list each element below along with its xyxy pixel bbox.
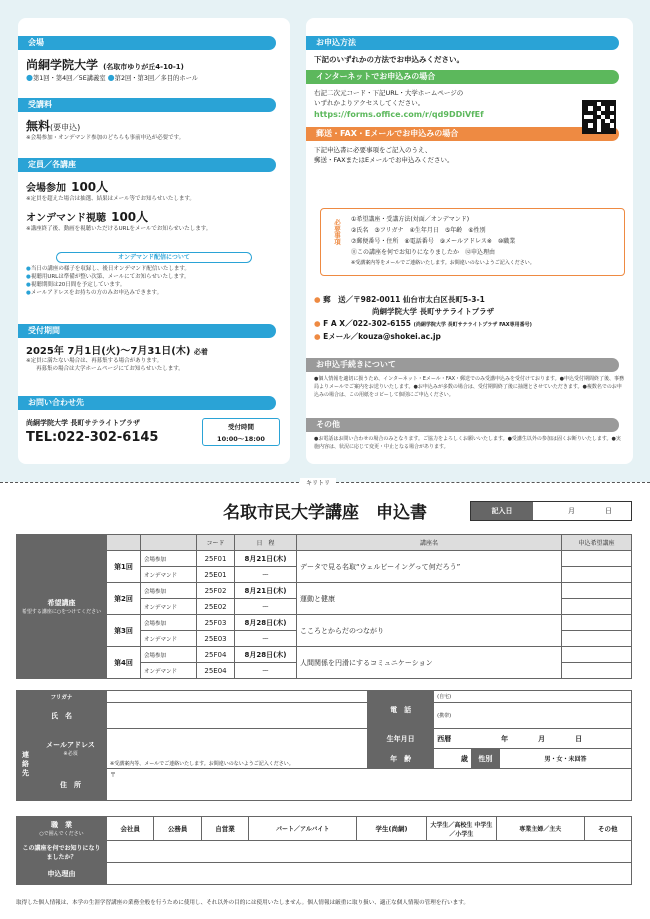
venue-address: (名取市ゆりが丘4-10-1)	[103, 63, 184, 71]
period-note-1: ※定員に満たない場合は、再募集する場合があります。	[26, 358, 163, 364]
job-option[interactable]: 学生(尚絅)	[357, 817, 427, 841]
course-title: こころとからだのつながり	[297, 615, 562, 647]
ondemand-item: 視聴用URLは準備が整い次第、メールにてお知らせいたします。	[30, 274, 190, 280]
how-input[interactable]	[107, 841, 632, 863]
check-ondemand-cell[interactable]	[562, 567, 632, 583]
right-info-card	[306, 18, 633, 464]
code-ondemand: 25E04	[197, 663, 235, 679]
check-venue-cell[interactable]	[562, 615, 632, 631]
req-note: ※受講案内等をメールでご連絡いたします。お間違いのないようご記入ください。	[351, 260, 535, 266]
date-dash: ー	[235, 631, 297, 647]
tel-mobile[interactable]: (携帯)	[434, 703, 632, 729]
fee-note: (要申込)	[50, 123, 81, 132]
date-dash: ー	[235, 599, 297, 615]
email-input[interactable]: ※受講案内等、メールでご連絡いたします。お間違いのないようご記入ください。	[107, 729, 368, 769]
post-address: 郵 送／〒982-0011 仙台市太白区長町5-3-1	[323, 295, 485, 304]
dob-input[interactable]	[434, 729, 632, 749]
reason-input[interactable]	[107, 863, 632, 885]
wish-label: 希望講座	[47, 599, 76, 607]
contact-label: 連絡先	[17, 729, 35, 801]
wish-note: 希望する講座に○をつけてください	[21, 609, 102, 615]
course-no: 第2回	[107, 583, 141, 615]
mail-header: 郵送・FAX・Eメールでお申込みの場合	[306, 127, 619, 141]
tel-label: 電 話	[368, 691, 434, 729]
job-option[interactable]: その他	[584, 817, 631, 841]
header-code: コード	[197, 535, 235, 551]
left-info-card: 会場 尚絅学院大学 (名取市ゆりが丘4-10-1) ●第1回・第4回／5E講義室 ●第2回・第3回／多目的ホール 受講料 無料(要申込) ※会場参加・オンデマンド参加のどちらも事前申込が必要です。 定員／各講座 会場参加 100人 ※定員を超えた場合は抽選、結果はメール等でお知らせいたします。 オンデマンド視聴 100人 ※講座終了後、動画を視聴いただけるURLをメールでお知らせいたします。 オンデマンド配信について ●当日の講座の様子を収録し、後日オンデマンド配信いたします。 ●視聴用URLは準備が整い次第、メールにてお知らせいたします。 ●視聴期間は20日間を予定しています。 ●メールアドレスをお持ちの方のみお申込みできます。 受付期間 2025年 7月1日(火)～7月31日(木) 必着 ※定員に満たない場合は、再募集する場合があります。 再募集の場合は大学ホームページにてお知らせいたします。 お問い合わせ先 尚絅学院大学 長町サテライトプラザ TEL:022-302-6145 受付時間 10:00～18:00	[18, 18, 290, 464]
course-title: 運動と健康	[297, 583, 562, 615]
code-ondemand: 25E02	[197, 599, 235, 615]
cap-od-num: 100人	[111, 210, 149, 224]
personal-table	[16, 690, 632, 801]
req-item: ①希望講座・受講方法(対面／オンデマンド)	[351, 216, 470, 223]
course-no: 第4回	[107, 647, 141, 679]
ondemand-list: ●当日の講座の様子を収録し、後日オンデマンド配信いたします。 ●視聴用URLは準備が整い次第、メールにてお知らせいたします。 ●視聴期間は20日間を予定しています。 ●メールアドレスをお持ちの方のみお申込みできます。	[26, 266, 190, 296]
check-venue-cell[interactable]	[562, 551, 632, 567]
check-ondemand-cell[interactable]	[562, 599, 632, 615]
tel-home[interactable]: (自宅)	[434, 691, 632, 703]
dob-label: 生年月日	[368, 729, 434, 749]
job-table	[16, 816, 632, 885]
period-must: 必着	[193, 348, 208, 356]
venue-rooms-1: 第1回・第4回／5E講義室	[32, 75, 106, 82]
date-day: 日	[605, 507, 612, 515]
footer-privacy: 取得した個人情報は、本学の生涯学習講座の業務全般を行うために使用し、それ以外の目的には使用いたしません。個人情報は厳重に取り扱い、適正な個人情報の管理を行います。	[16, 900, 469, 906]
how-label: この講座を何でお知りになりましたか？	[17, 841, 107, 863]
hours-box	[202, 418, 280, 446]
code-ondemand: 25E03	[197, 631, 235, 647]
course-row	[17, 647, 632, 663]
header-date: 日 程	[235, 535, 297, 551]
mode-ondemand: オンデマンド	[141, 599, 197, 615]
period-note-2: 再募集の場合は大学ホームページにてお知らせいたします。	[36, 366, 184, 372]
course-date: 8月21日(木)	[235, 583, 297, 599]
hours-label: 受付時間	[228, 423, 254, 431]
mode-venue: 会場参加	[141, 583, 197, 599]
job-label: 職 業	[51, 821, 72, 829]
mode-ondemand: オンデマンド	[141, 631, 197, 647]
mode-ondemand: オンデマンド	[141, 663, 197, 679]
fee-sub: ※会場参加・オンデマンド参加のどちらも事前申込が必要です。	[26, 135, 185, 141]
check-ondemand-cell[interactable]	[562, 663, 632, 679]
req-item: ②氏名 ③フリガナ ④生年月日 ⑤年齢 ⑥性別	[351, 227, 486, 234]
course-date: 8月28日(木)	[235, 615, 297, 631]
age-label: 年 齢	[368, 749, 434, 769]
ondemand-item: メールアドレスをお持ちの方のみお申込みできます。	[30, 290, 163, 296]
req-list	[351, 214, 535, 269]
sex-options[interactable]: 男・女・未回答	[499, 749, 631, 769]
course-title: データで見る名取“ウェルビーイングって何だろう”	[297, 551, 562, 583]
check-ondemand-cell[interactable]	[562, 631, 632, 647]
date-dash: ー	[235, 663, 297, 679]
furigana-input[interactable]	[107, 691, 368, 703]
capacity-header: 定員／各講座	[18, 158, 276, 172]
ondemand-header: オンデマンド配信について	[56, 252, 252, 263]
contact-header: お問い合わせ先	[18, 396, 276, 410]
mail-text-2: 郵送・FAXまたはEメールでお申込みください。	[314, 156, 454, 164]
name-label: 氏 名	[17, 703, 107, 729]
post-address-2: 尚絅学院大学 長町サテライトプラザ	[372, 307, 495, 316]
cap-od-note: ※講座終了後、動画を視聴いただけるURLをメールでお知らせいたします。	[26, 226, 212, 232]
venue-name: 尚絅学院大学	[26, 58, 99, 72]
fax-note: (尚絅学院大学 長町サテライトプラザ FAX専用番号)	[413, 322, 532, 328]
apply-header: お申込方法	[306, 36, 619, 50]
mode-ondemand: オンデマンド	[141, 567, 197, 583]
qr-code-icon[interactable]	[582, 100, 616, 134]
sex-label: 性別	[471, 749, 499, 769]
fee-header: 受講料	[18, 98, 276, 112]
code-ondemand: 25E01	[197, 567, 235, 583]
mode-venue: 会場参加	[141, 551, 197, 567]
dob-day: 日	[575, 734, 583, 743]
mode-venue: 会場参加	[141, 647, 197, 663]
course-date: 8月28日(木)	[235, 647, 297, 663]
course-row	[17, 615, 632, 631]
ondemand-item: 当日の講座の様子を収録し、後日オンデマンド配信いたします。	[30, 266, 190, 272]
header-check: 申込希望講座	[562, 535, 632, 551]
address-label: 住 所	[35, 769, 107, 801]
wish-label-cell	[17, 535, 107, 679]
email-required: ※必須	[63, 751, 78, 757]
hours-value: 10:00～18:00	[217, 435, 265, 443]
course-date: 8月21日(木)	[235, 551, 297, 567]
course-row	[17, 583, 632, 599]
procedure-header: お申込手続きについて	[306, 358, 619, 372]
date-label: 記入日	[471, 502, 533, 520]
cap-venue-label: 会場参加	[26, 183, 66, 194]
procedure-text: ●個人情報を適切に扱うため、インターネット・Eメール・FAX・郵送でのみ受講申込みを受付けております。●申込受付期間終了後、事務局よりメールでご案内をお送りいたします。●お申込みが多数の場合は、受付期間終了後に抽選とさせていただきます。●複数名でのお申込みの場合は、この用紙をコピーして個別にご申込ください。	[314, 376, 625, 398]
dob-year: 年	[501, 734, 509, 743]
dob-era: 西暦	[437, 734, 452, 743]
job-option[interactable]: パート／アルバイト	[249, 817, 357, 841]
check-venue-cell[interactable]	[562, 647, 632, 663]
fax-number: F A X／022-302-6155	[323, 319, 411, 328]
code-venue: 25F03	[197, 615, 235, 631]
cut-label: キリトリ	[300, 478, 336, 487]
dob-month: 月	[538, 734, 546, 743]
ondemand-item: 視聴期間は20日間を予定しています。	[30, 282, 126, 288]
job-option[interactable]: 公務員	[154, 817, 201, 841]
date-dash: ー	[235, 567, 297, 583]
address-input[interactable]: 〒	[107, 769, 632, 801]
check-venue-cell[interactable]	[562, 583, 632, 599]
furigana-label: フリガナ	[17, 691, 107, 703]
period-text: 2025年 7月1日(火)～7月31日(木)	[26, 346, 191, 357]
date-field[interactable]	[470, 501, 632, 521]
req-item: ⑦郵便番号・住所 ⑧電話番号 ⑨メールアドレス※ ⑩職業	[351, 238, 516, 245]
course-table	[16, 534, 632, 679]
job-option[interactable]: 大学生／高校生 中学生／小学生	[426, 817, 496, 841]
reason-label: 申込理由	[17, 863, 107, 885]
req-item: ⑪この講座を何でお知りになりましたか ⑫申込理由	[351, 249, 496, 256]
mail-text-1: 下記申込書に必要事項をご記入のうえ、	[314, 146, 432, 154]
name-input[interactable]	[107, 703, 368, 729]
other-text: ●お電話はお問い合わせの場合のみとなります。ご協力をよろしくお願いいたします。●受講生以外の参加は固くお断りいたします。●実施内容は、状況に応じて変更・中止となる場合があります。	[314, 436, 621, 450]
mode-venue: 会場参加	[141, 615, 197, 631]
venue-rooms-2: 第2回・第3回／多目的ホール	[114, 75, 199, 82]
header-course: 講座名	[297, 535, 562, 551]
fee-value: 無料	[26, 119, 51, 133]
course-title: 人間関係を円滑にするコミュニケーション	[297, 647, 562, 679]
period-header: 受付期間	[18, 324, 276, 338]
code-venue: 25F01	[197, 551, 235, 567]
venue-header: 会場	[18, 36, 276, 50]
mail-addresses: ● 郵 送／〒982-0011 仙台市太白区長町5-3-1 尚絅学院大学 長町サテライトプラザ ● F A X／022-302-6155 (尚絅学院大学 長町サテライトプラザ FAX専用番号) ● Eメール／kouza@shokei.ac.jp	[314, 294, 625, 343]
code-venue: 25F04	[197, 647, 235, 663]
date-month: 月	[568, 507, 575, 515]
course-no: 第1回	[107, 551, 141, 583]
cap-venue-note: ※定員を超えた場合は抽選、結果はメール等でお知らせいたします。	[26, 196, 195, 202]
contact-tel: TEL:022-302-6145	[26, 430, 159, 445]
apply-lead: 下記のいずれかの方法でお申込みください。	[314, 55, 464, 64]
job-option[interactable]: 専業主婦／主夫	[496, 817, 584, 841]
req-label: 必要事項	[333, 219, 341, 245]
job-option[interactable]: 自営業	[201, 817, 248, 841]
job-option[interactable]: 会社員	[107, 817, 154, 841]
requirements-box	[320, 208, 625, 276]
email-label-cell	[35, 729, 107, 769]
apply-url[interactable]: https://forms.office.com/r/qd9DDiVfEf	[314, 110, 484, 119]
net-text-2: いずれかよりアクセスしてください。	[314, 99, 425, 107]
net-header: インターネットでお申込みの場合	[306, 70, 619, 84]
cap-od-label: オンデマンド視聴	[26, 213, 106, 224]
cap-venue-num: 100人	[71, 180, 109, 194]
contact-org: 尚絅学院大学 長町サテライトプラザ	[26, 419, 141, 427]
job-note: ○で囲んでください	[39, 831, 84, 837]
course-row	[17, 551, 632, 567]
form-title: 名取市民大学講座 申込書	[223, 503, 427, 523]
age-input[interactable]: 歳	[434, 749, 472, 769]
course-no: 第3回	[107, 615, 141, 647]
email-address[interactable]: Eメール／kouza@shokei.ac.jp	[323, 332, 441, 341]
net-text-1: 右記二次元コード・下記URL・大学ホームページの	[314, 89, 464, 97]
code-venue: 25F02	[197, 583, 235, 599]
job-label-cell	[17, 817, 107, 841]
other-header: その他	[306, 418, 619, 432]
email-label: メールアドレス	[46, 741, 95, 749]
